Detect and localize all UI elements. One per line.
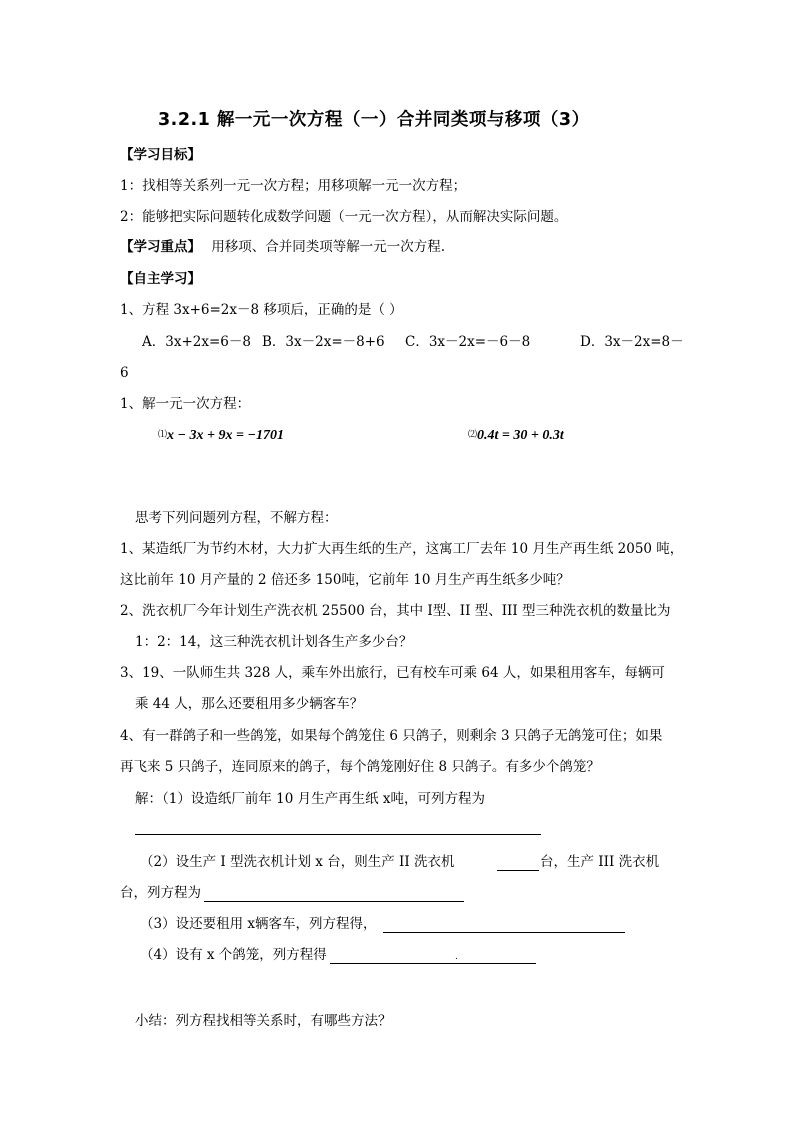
goals-header: 【学习目标】 <box>120 147 201 163</box>
solution-4: （4）设有 x 个鸽笼，列方程得 <box>140 947 327 963</box>
solution-4-answer-line <box>330 963 536 964</box>
q1-option-a: A．3x+2x=6－8 <box>142 334 251 350</box>
question-2: 1、解一元一次方程： <box>120 396 251 412</box>
equation-1-text: x − 3x + 9x = −1701 <box>167 428 284 443</box>
focus-line <box>120 238 445 256</box>
q1-option-b: B．3x－2x=－8+6 <box>262 334 385 350</box>
solution-4-dot: . <box>455 952 458 962</box>
question-1: 1、方程 3x+6=2x－8 移项后，正确的是（ ） <box>120 302 403 318</box>
self-study-header: 【自主学习】 <box>120 271 201 287</box>
equation-2 <box>468 426 564 445</box>
page-title: 3.2.1 解一元一次方程（一）合并同类项与移项（3） <box>158 110 590 130</box>
equation-1-number: ⑴ <box>158 430 168 440</box>
problem-2-line-1: 2、洗衣机厂今年计划生产洗衣机 25500 台，其中 I型、II 型、III 型三种洗衣机的数量比为 <box>120 603 671 619</box>
q1-option-d-wrap: 6 <box>120 365 129 381</box>
problem-2-line-2: 1：2：14，这三种洗衣机计划各生产多少台？ <box>135 634 413 650</box>
think-heading: 思考下列问题列方程，不解方程： <box>135 510 338 526</box>
q1-option-c: C．3x－2x=－6－8 <box>405 334 531 350</box>
focus-label: 【学习重点】 <box>120 239 201 255</box>
problem-4-line-2: 再飞来 5 只鸽子，连同原来的鸽子，每个鸽笼刚好住 8 只鸽子。有多少个鸽笼？ <box>120 759 600 775</box>
summary: 小结：列方程找相等关系时，有哪些方法？ <box>135 1013 392 1029</box>
solution-3: （3）设还要租用 x辆客车，列方程得， <box>140 916 377 932</box>
solution-2-part-a: （2）设生产 I 型洗衣机计划 x 台，则生产 II 洗衣机 <box>140 854 455 870</box>
solution-1-answer-line <box>135 834 541 835</box>
solution-2-part-c: 台，列方程为 <box>120 885 201 901</box>
focus-text: 用移项、合并同类项等解一元一次方程. <box>211 239 446 255</box>
problem-3-line-2: 乘 44 人，那么还要租用多少辆客车？ <box>135 696 364 712</box>
equation-2-text: 0.4t = 30 + 0.3t <box>477 428 564 443</box>
problem-1-line-2: 这比前年 10 月产量的 2 倍还多 150吨，它前年 10 月生产再生纸多少吨？ <box>120 572 570 588</box>
goal-1: 1：找相等关系列一元一次方程；用移项解一元一次方程； <box>120 178 467 194</box>
problem-3-line-1: 3、19、一队师生共 328 人，乘车外出旅行，已有校车可乘 64 人，如果租用客车，每辆可 <box>120 665 665 681</box>
q1-option-d: D．3x－2x=8－ <box>580 334 684 350</box>
goal-2: 2：能够把实际问题转化成数学问题（一元一次方程），从而解决实际问题。 <box>120 209 568 225</box>
solution-2-part-b: 台，生产 III 洗衣机 <box>540 854 660 870</box>
solution-2-blank-1 <box>497 870 539 871</box>
solution-2-answer-line <box>204 901 464 902</box>
solution-3-answer-line <box>383 932 625 933</box>
solution-1: 解：（1）设造纸厂前年 10 月生产再生纸 x吨，可列方程为 <box>135 791 486 807</box>
equation-2-number: ⑵ <box>468 430 478 440</box>
equation-1 <box>158 426 284 445</box>
problem-1-line-1: 1、某造纸厂为节约木材，大力扩大再生纸的生产，这寓工厂去年 10 月生产再生纸 2050 吨， <box>120 541 684 557</box>
problem-4-line-1: 4、有一群鸽子和一些鸽笼，如果每个鸽笼住 6 只鸽子，则剩余 3 只鸽子无鸽笼可住；如果 <box>120 728 663 744</box>
